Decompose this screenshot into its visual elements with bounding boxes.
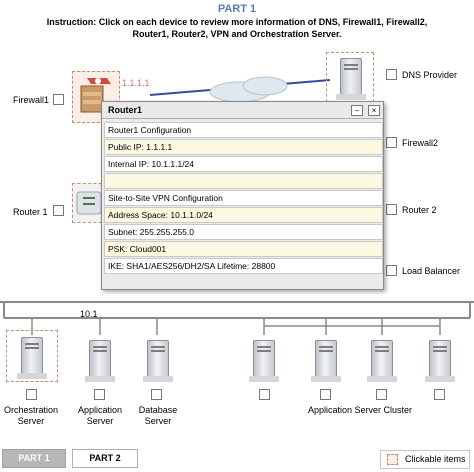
application-server-cluster-label: Application Server Cluster: [307, 405, 413, 415]
page-title: PART 1: [217, 3, 257, 15]
router1-popup: [101, 101, 384, 290]
clickable-swatch-icon: [387, 454, 398, 465]
minimize-button[interactable]: –: [351, 105, 363, 116]
server-icon: [21, 337, 43, 375]
router2-checkbox[interactable]: [386, 204, 397, 215]
cluster-server-2-icon[interactable]: [315, 340, 337, 378]
popup-row: IKE: SHA1/AES256/DH2/SA Lifetime: 28800: [104, 258, 383, 274]
firewall1-label: Firewall1: [13, 95, 50, 105]
load-balancer-label: Load Balancer: [402, 266, 461, 276]
cluster-server-1-checkbox[interactable]: [259, 389, 270, 400]
application-server-icon[interactable]: [89, 340, 111, 378]
close-button[interactable]: ×: [368, 105, 380, 116]
database-server-checkbox[interactable]: [151, 389, 162, 400]
dns-provider-device[interactable]: [326, 52, 374, 102]
popup-row: [104, 173, 383, 189]
database-server-label: Database Server: [138, 405, 178, 426]
cluster-server-4-icon[interactable]: [429, 340, 451, 378]
orchestration-server-device[interactable]: [6, 330, 58, 382]
popup-row: PSK: Cloud001: [104, 241, 383, 257]
firewall1-ip: 1.1.1.1: [122, 78, 150, 88]
cluster-server-3-checkbox[interactable]: [376, 389, 387, 400]
part1-tab[interactable]: PART 1: [2, 449, 66, 468]
router-icon: [73, 184, 101, 222]
popup-row: Address Space: 10.1.1.0/24: [104, 207, 383, 223]
cluster-server-1-icon[interactable]: [253, 340, 275, 378]
cluster-server-3-icon[interactable]: [371, 340, 393, 378]
popup-row: Subnet: 255.255.255.0: [104, 224, 383, 240]
application-server-label: Application Server: [77, 405, 123, 426]
router1-checkbox[interactable]: [53, 205, 64, 216]
instruction-text: Instruction: Click on each device to review more information of DNS, Firewall1, Firewall2, Router1, Router2, VPN and Orchestration Server.: [46, 17, 428, 39]
firewall2-label: Firewall2: [402, 138, 439, 148]
network-ip-label: 10.1: [80, 309, 98, 319]
orchestration-server-checkbox[interactable]: [26, 389, 37, 400]
clickable-items-legend: [380, 450, 470, 469]
cluster-server-2-checkbox[interactable]: [320, 389, 331, 400]
database-server-icon[interactable]: [147, 340, 169, 378]
part2-tab[interactable]: PART 2: [72, 449, 138, 468]
popup-title: Router1: [108, 105, 143, 115]
popup-row: Public IP: 1.1.1.1: [104, 139, 383, 155]
firewall1-checkbox[interactable]: [53, 94, 64, 105]
orchestration-server-label: Orchestration Server: [3, 405, 59, 426]
popup-titlebar[interactable]: [102, 102, 383, 119]
router2-label: Router 2: [402, 205, 437, 215]
popup-row: Router1 Configuration: [104, 122, 383, 138]
server-icon: [340, 58, 362, 96]
firewall2-checkbox[interactable]: [386, 137, 397, 148]
application-server-checkbox[interactable]: [94, 389, 105, 400]
popup-row: Internal IP: 10.1.1.1/24: [104, 156, 383, 172]
router1-label: Router 1: [13, 207, 48, 217]
dns-provider-checkbox[interactable]: [386, 69, 397, 80]
cluster-server-4-checkbox[interactable]: [434, 389, 445, 400]
dns-provider-label: DNS Provider: [402, 70, 458, 80]
popup-row: Site-to-Site VPN Configuration: [104, 190, 383, 206]
router1-device[interactable]: [72, 183, 102, 223]
legend-label: Clickable items: [405, 454, 466, 464]
load-balancer-checkbox[interactable]: [386, 265, 397, 276]
